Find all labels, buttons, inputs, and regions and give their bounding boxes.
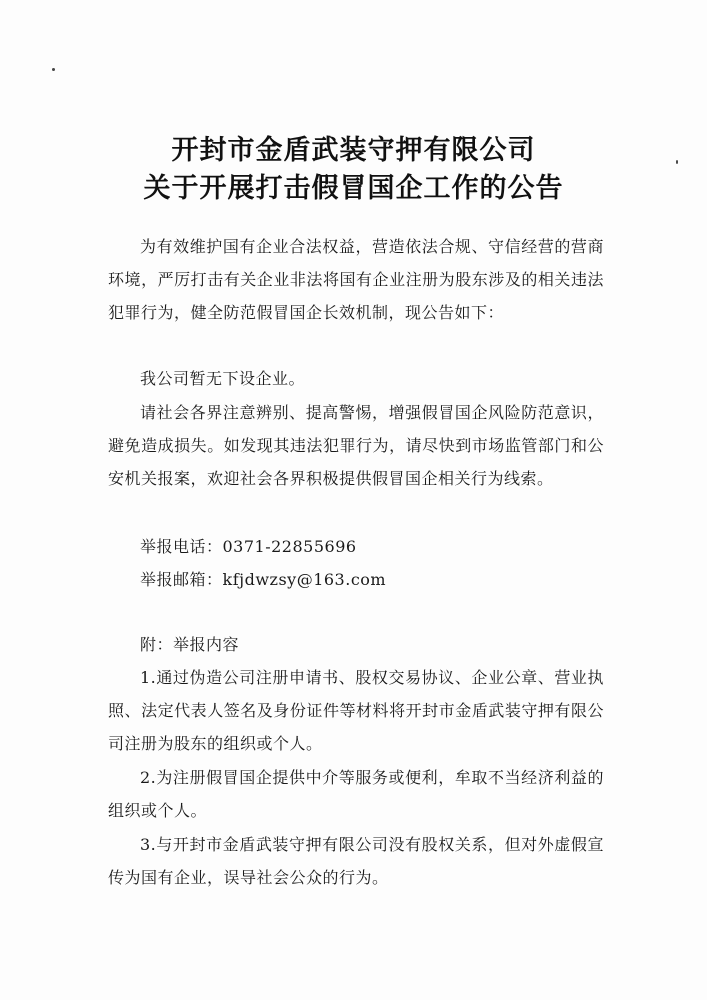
intro-paragraph: 为有效维护国有企业合法权益，营造依法合规、守信经营的营商环境，严厉打击有关企业非法将国有企业注册为股东涉及的相关违法犯罪行为，健全防范假冒国企长效机制，现公告如下： [108, 237, 604, 322]
reminder-paragraph: 请社会各界注意辨别、提高警惕，增强假冒国企风险防范意识，避免造成损失。如发现其违法犯罪行为，请尽快到市场监管部门和公安机关报案，欢迎社会各界积极提供假冒国企相关行为线索。 [108, 403, 604, 488]
attachment-item: 1.通过伪造公司注册申请书、股权交易协议、企业公章、营业执照、法定代表人签名及身份证件等材料将开封市金盾武装守押有限公司注册为股东的组织或个人。 [108, 668, 604, 753]
attachment-item: 2.为注册假冒国企提供中介等服务或便利，牟取不当经济利益的组织或个人。 [108, 768, 604, 820]
notice-title-subject: 关于开展打击假冒国企工作的公告 [143, 173, 564, 204]
notice-title-company: 开封市金盾武装守押有限公司 [171, 135, 536, 166]
attachment-heading: 附：举报内容 [140, 635, 240, 654]
scan-speck [52, 68, 55, 71]
attachment-item: 3.与开封市金盾武装守押有限公司没有股权关系，但对外虚假宣传为国有企业，误导社会公众的行为。 [108, 835, 604, 887]
no-subsidiaries-paragraph: 我公司暂无下设企业。 [140, 369, 306, 388]
report-email: 举报邮箱：kfjdwzsy@163.com [140, 570, 387, 589]
report-phone: 举报电话：0371-22855696 [140, 537, 357, 556]
